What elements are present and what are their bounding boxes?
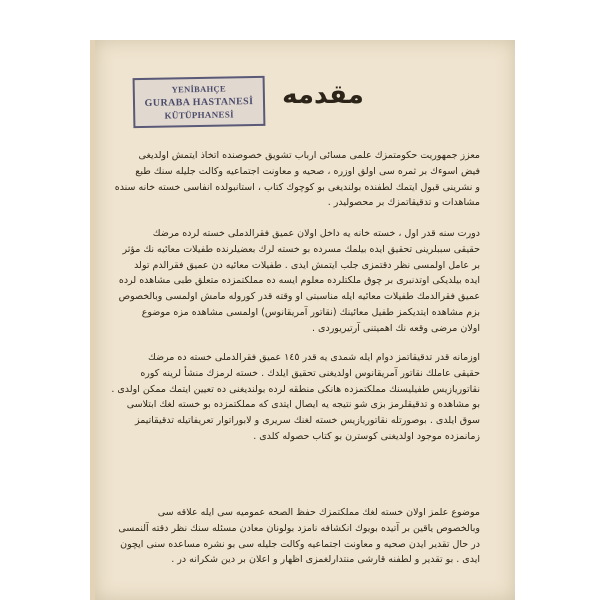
text-line: زمانمزده موجود اولدیغنی كوسترن بو كتاب حصوله كلدی .	[253, 430, 480, 442]
text-line: اولان مرضی وقعه نك اهمیتنی آرتیریوردی .	[312, 322, 480, 334]
text-line: عمیق فقرالدمك طفیلات معائیه ایله مناسبتی او وقته قدر كوروله مامش اولمسی وبالخصوص	[118, 291, 480, 303]
text-line: حقیقی سببلرینی تحقیق ایده بیلمك مسرده بو خسته لرك بعضیلرنده طفیلات معائیه نك مؤثر	[122, 243, 480, 255]
paragraph-4	[118, 505, 480, 568]
text-line: مشاهدات و تدقیقاتمزك بر محصولیدر .	[327, 197, 480, 209]
text-line: بو مشاهده و تدقیقلرمز بزی شو نتیجه یه ایصال ایتدی كه مملكتمزده بو خسته لغك ابتلاسی	[126, 399, 480, 411]
paragraph-2	[118, 226, 480, 337]
text-line: موضوع علمز اولان خسته لغك مملكتمزك حفظ الصحه عمومیه سی ایله علاقه سی	[157, 507, 480, 518]
stamp-line-1: YENİBAHÇE	[171, 83, 226, 94]
text-line: فیض اسوءك بر ثمره سی اولق اوزره ، صحیه و معاونت اجتماعیه وكالت جلیله سنك طبع	[135, 165, 480, 177]
library-stamp	[133, 76, 266, 128]
text-line: بزم مشاهده ایتدیكمز طفیل معائینك (نقاتور آمریقانوس) اولمسی مشاهده مزه موضوع	[141, 306, 480, 318]
stamp-line-2: GURABA HASTANESİ	[144, 95, 254, 109]
text-line: در حال تقدیر ایدن صحیه و معاونت اجتماعیه وكالت جلیله سی بو نشره مساعده سنی ایچون	[120, 538, 480, 550]
text-line: حقیقی عاملك نقاتور آمریقانوس اولدیغنی تحقیق ایلدك . خسته لرمزك منشأ لرینه كوره	[140, 367, 480, 379]
paragraph-1	[114, 148, 480, 211]
text-line: سوق ایلدی . بوصورتله نقاتوریازیس خسته لغنك سریری و لابوراتوار تعریفاتیله تدقیقاتیمز	[135, 415, 480, 427]
text-line: وبالخصوص یاقین بر آتیده بویوك انكشافه نامزد بولونان معادن مسئله سنك نظر دقته آلنمسی	[118, 522, 480, 534]
text-line: معزز جمهوریت حکومتمزك علمی مسائی ارباب تشویق خصوصنده اتخاذ ایتمش اولدیغی	[138, 150, 480, 161]
text-line: اوزمانه قدر تدقیقاتمز دوام ایله شمدی یه قدر ١٤٥ عمیق فقرالدملی خسته ده مرضك	[147, 352, 480, 363]
text-line: نقاتوریازیس طفیلیسنك مملكتمزده هانكی منطقه لرده بولندیغنی ده تعیین ایتمك ممكن اولدی .	[111, 383, 480, 395]
text-line: ایده بیلدیكی اوتدنبری بر چوق ملكتلرده معلوم ایسه ده مملكتمزده متعلق طبی مشاهده لرده	[118, 275, 480, 287]
text-line: بر عامل اولمسی نظر دقتمزی جلب ایتمش ایدی . طفیلات معائیه دن عمیق فقرالدم تولد	[134, 259, 480, 271]
text-line: ایدی . بو تقدیر و لطفنه قارشی منتدارلغمزی اظهار و اعلان بر دین شكرانه در .	[171, 554, 480, 566]
paragraph-3	[111, 350, 480, 445]
page-title: مقدمه	[282, 80, 364, 110]
text-line: و نشرینی قبول ایتمك لطفنده بولندیغی بو كوچوك كتاب ، استانبولده انفاسی خسته خانه سنده	[114, 181, 480, 193]
text-line: دورت سنه قدر اول ، خسته خانه یه داخل اولان عمیق فقرالدملی خسته لرده مرضك	[152, 228, 480, 239]
stamp-line-3: KÜTÜPHANESİ	[164, 108, 234, 121]
